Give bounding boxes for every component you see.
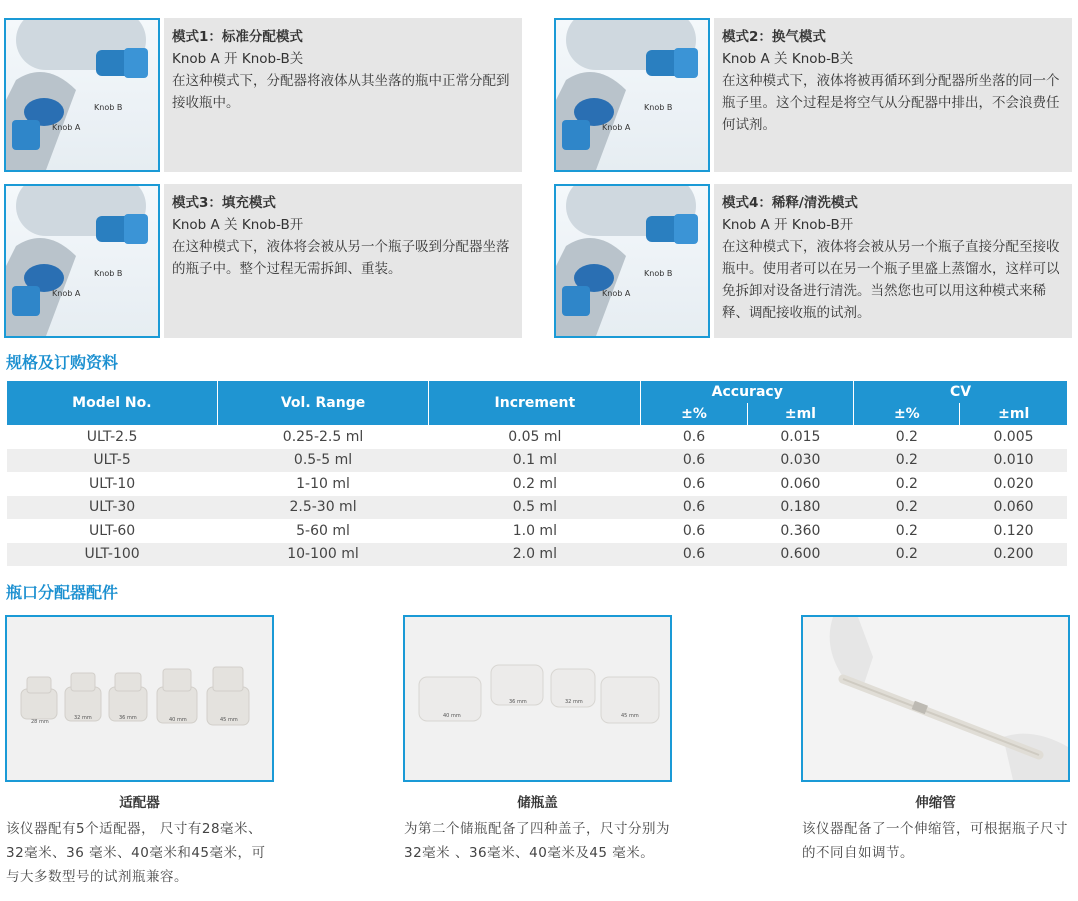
dispenser-valve-image [6,186,158,336]
mode-3-desc: 在这种模式下，液体将会被从另一个瓶子吸到分配器坐落的瓶子中。整个过程无需拆卸、重装。 [172,239,510,277]
cell-range: 5-60 ml [296,522,350,539]
adapter-photo [5,615,274,782]
cell-cv-ml: 0.005 [993,428,1034,445]
header-model: Model No. [7,381,217,425]
cell-increment: 0.1 ml [429,449,641,473]
cell-increment: 1.0 ml [512,522,557,539]
mode-2-text [714,18,1072,172]
mode-1-desc: 在这种模式下，分配器将液体从其坐落的瓶中正常分配到接收瓶中。 [172,73,510,111]
cell-acc-pct: 0.6 [641,543,747,567]
tube-photo [801,615,1070,782]
svg-text:Knob A: Knob A [602,123,631,132]
caps-name: 储瓶盖 [517,795,558,811]
cell-cv-pct: 0.2 [895,428,918,445]
cell-increment: 0.5 ml [429,496,641,520]
cell-range: 1-10 ml [296,475,350,492]
svg-text:Knob A: Knob A [602,289,631,298]
caps-desc: 为第二个储瓶配备了四种盖子，尺寸分别为32毫米 、36毫米、40毫米及45 毫米。 [404,821,670,861]
cell-acc-ml: 0.060 [780,475,821,492]
cell-acc-pct: 0.6 [641,496,747,520]
header-cv-ml: ±ml [960,403,1067,425]
mode-4-knobs: Knob A 开 Knob-B开 [722,217,854,233]
cell-model: ULT-100 [7,543,217,567]
svg-text:40 mm: 40 mm [443,713,461,719]
cell-range: 2.5-30 ml [217,496,429,520]
svg-text:45 mm: 45 mm [621,713,639,719]
cell-acc-ml: 0.180 [747,496,854,520]
cell-acc-pct: 0.6 [641,449,747,473]
cell-cv-pct: 0.2 [854,543,960,567]
svg-text:Knob A: Knob A [52,123,81,132]
cell-range: 0.25-2.5 ml [282,428,364,445]
telescopic-tube-image [803,617,1068,780]
table-row [7,449,1067,473]
mode-card-2 [554,18,1074,172]
mode-3-knobs: Knob A 关 Knob-B开 [172,217,304,233]
mode-1-title: 模式1：标准分配模式 [172,29,303,45]
spec-section-title: 规格及订购资料 [6,353,119,372]
header-cv-pct: ±% [854,403,960,425]
spec-table [7,381,1067,566]
adapter-desc: 该仪器配有5个适配器， 尺寸有28毫米、32毫米、36 毫米、40毫米和45毫米，可与大多数型号的试剂瓶兼容。 [6,821,266,885]
caps-photo [403,615,672,782]
cell-cv-pct: 0.2 [854,496,960,520]
svg-text:36 mm: 36 mm [509,699,527,705]
svg-text:36 mm: 36 mm [119,715,137,721]
cell-cv-ml: 0.010 [960,449,1067,473]
cell-acc-pct: 0.6 [682,475,706,492]
header-accuracy-pct: ±% [641,403,747,425]
mode-4-desc: 在这种模式下，液体将会被从另一个瓶子直接分配至接收瓶中。使用者可以在另一个瓶子里盛上蒸馏水，这样可以免拆卸对设备进行清洗。当然您也可以用这种模式来稀释、调配接收瓶的试剂。 [722,239,1060,321]
dispenser-valve-image [6,20,158,170]
cell-model: ULT-2.5 [86,428,138,445]
cell-cv-ml: 0.060 [960,496,1067,520]
mode-2-photo [554,18,710,172]
mode-3-photo [4,184,160,338]
mode-1-knobs: Knob A 开 Knob-B关 [172,51,304,67]
mode-card-3 [4,184,524,338]
caps-image [405,617,670,780]
cell-increment: 0.2 ml [512,475,557,492]
cell-model: ULT-5 [7,449,217,473]
cell-cv-pct: 0.2 [895,475,918,492]
table-row [7,425,1067,449]
header-increment: Increment [429,381,641,425]
cell-cv-ml: 0.020 [993,475,1034,492]
mode-2-title: 模式2：换气模式 [722,29,826,45]
adapter-image [7,617,272,780]
cell-acc-ml: 0.600 [747,543,854,567]
svg-text:40 mm: 40 mm [169,717,187,723]
table-row [7,472,1067,496]
svg-text:Knob B: Knob B [644,103,673,112]
tube-name: 伸缩管 [915,795,956,811]
cell-cv-pct: 0.2 [895,522,918,539]
cell-range: 10-100 ml [217,543,429,567]
svg-text:32 mm: 32 mm [565,699,583,705]
cell-model: ULT-10 [88,475,136,492]
mode-1-text [164,18,522,172]
cell-acc-pct: 0.6 [682,428,706,445]
mode-2-knobs: Knob A 关 Knob-B关 [722,51,854,67]
cell-model: ULT-60 [88,522,136,539]
svg-text:45 mm: 45 mm [220,717,238,723]
mode-4-photo [554,184,710,338]
accessories-section-title: 瓶口分配器配件 [6,583,119,602]
svg-text:Knob B: Knob B [94,103,123,112]
cell-acc-pct: 0.6 [682,522,706,539]
header-accuracy-ml: ±ml [747,403,854,425]
tube-desc: 该仪器配备了一个伸缩管，可根据瓶子尺寸的不同自如调节。 [802,821,1068,861]
header-cv: CV [854,381,1067,403]
dispenser-valve-image [556,20,708,170]
cell-acc-ml: 0.030 [747,449,854,473]
cell-increment: 2.0 ml [429,543,641,567]
cell-range: 0.5-5 ml [217,449,429,473]
adapter-name: 适配器 [119,795,160,811]
cell-acc-ml: 0.015 [780,428,821,445]
header-range: Vol. Range [217,381,429,425]
mode-2-desc: 在这种模式下，液体将被再循环到分配器所坐落的同一个瓶子里。这个过程是将空气从分配器中排出，不会浪费任何试剂。 [722,73,1060,133]
mode-3-title: 模式3：填充模式 [172,195,276,211]
svg-text:Knob B: Knob B [644,269,673,278]
svg-text:28 mm: 28 mm [31,719,49,725]
cell-model: ULT-30 [7,496,217,520]
mode-3-text [164,184,522,338]
cell-increment: 0.05 ml [508,428,562,445]
mode-4-text [714,184,1072,338]
svg-text:Knob B: Knob B [94,269,123,278]
mode-1-photo [4,18,160,172]
header-accuracy: Accuracy [641,381,854,403]
table-row [7,543,1067,567]
table-row [7,496,1067,520]
mode-card-1 [4,18,524,172]
svg-text:32 mm: 32 mm [74,715,92,721]
table-row [7,519,1067,543]
cell-acc-ml: 0.360 [780,522,821,539]
cell-cv-ml: 0.200 [960,543,1067,567]
mode-card-4 [554,184,1074,338]
mode-4-title: 模式4：稀释/清洗模式 [722,195,858,211]
dispenser-valve-image [556,186,708,336]
cell-cv-ml: 0.120 [993,522,1034,539]
cell-cv-pct: 0.2 [854,449,960,473]
svg-text:Knob A: Knob A [52,289,81,298]
